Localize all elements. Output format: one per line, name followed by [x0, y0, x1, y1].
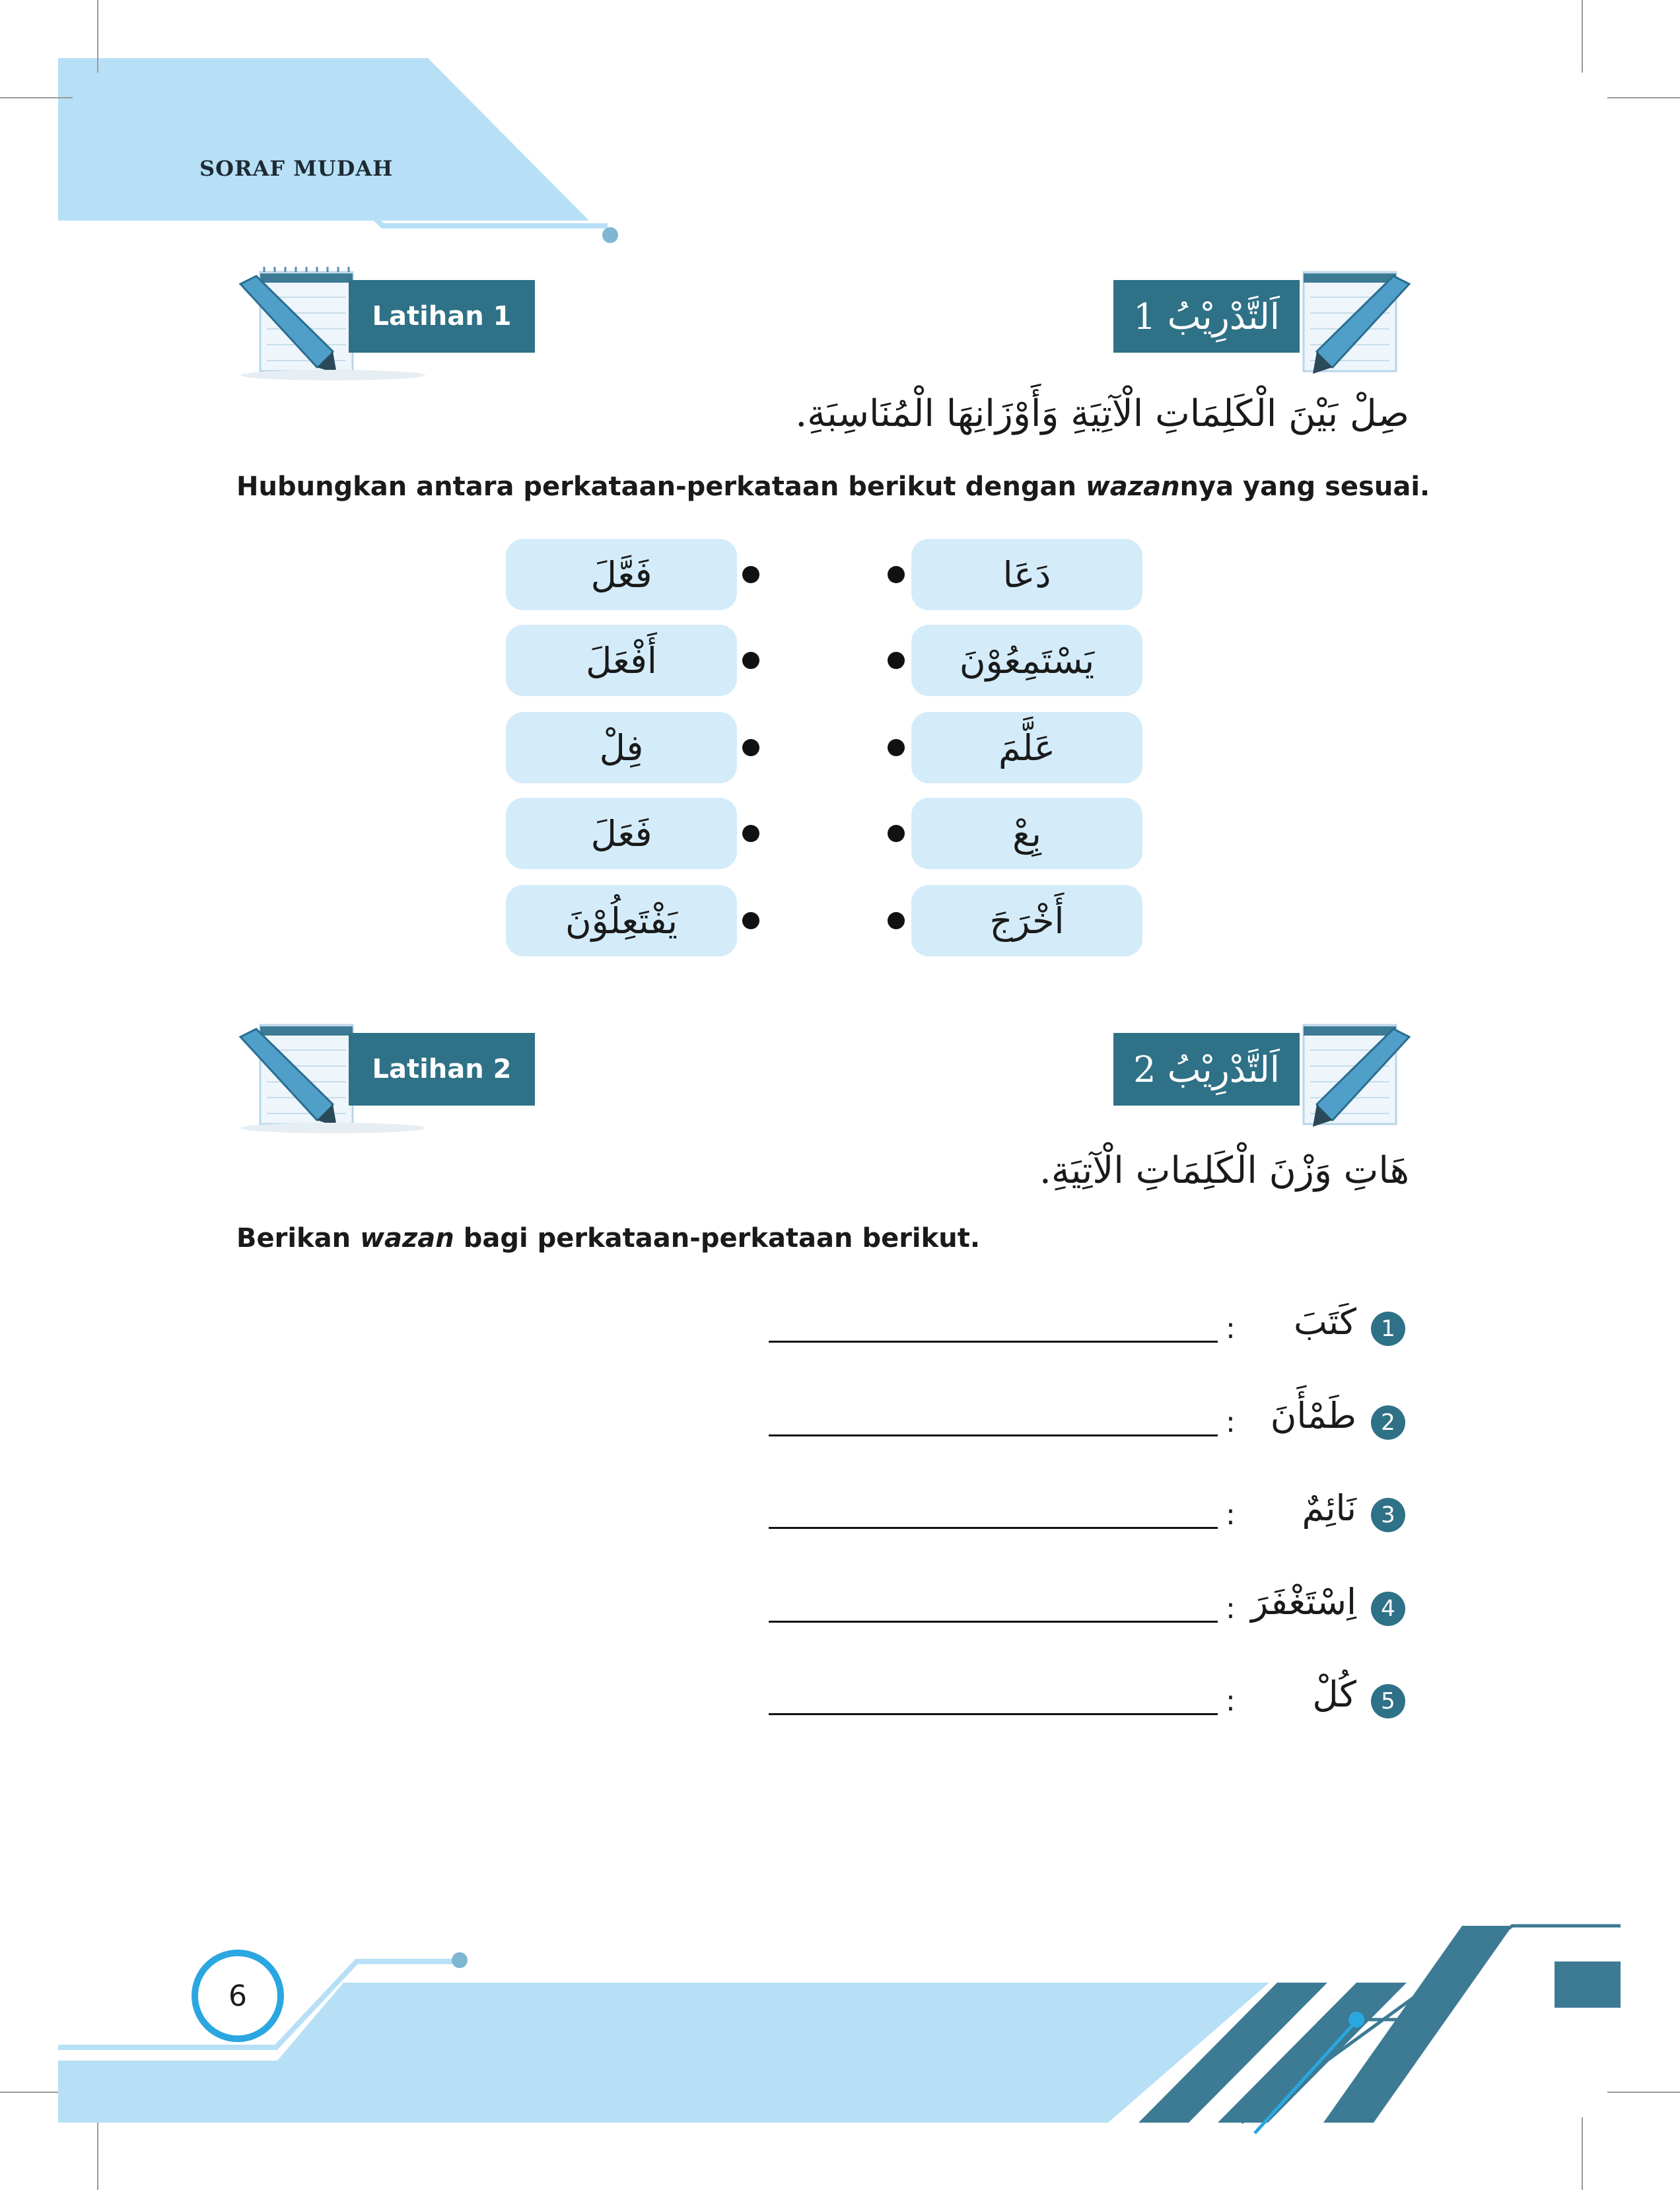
tadrib-2-label: اَلتَّدْرِيْبُ 2: [1113, 1033, 1300, 1106]
match-dot[interactable]: [742, 912, 759, 929]
wazan-option: فَعَلَ: [506, 798, 737, 869]
latihan-1-label: Latihan 1: [349, 280, 535, 353]
question-number: 3: [1371, 1498, 1405, 1532]
match-dot[interactable]: [888, 912, 905, 929]
answer-line[interactable]: [769, 1713, 1218, 1715]
latihan-2-label: Latihan 2: [349, 1033, 535, 1106]
match-dot[interactable]: [888, 652, 905, 669]
word-option: يَسْتَمِعُوْنَ: [911, 625, 1142, 696]
page-number: 6: [192, 1950, 284, 2042]
exercise1-instruction: Hubungkan antara perkataan-perkataan berikut dengan wazannya yang sesuai.: [236, 472, 1430, 502]
header-band: [58, 58, 589, 221]
question-colon: :: [1226, 1312, 1236, 1345]
answer-line[interactable]: [769, 1527, 1218, 1529]
wazan-option: فَعَّلَ: [506, 539, 737, 610]
match-dot[interactable]: [888, 739, 905, 756]
question-word: كُلْ: [1312, 1674, 1356, 1715]
footer-dot: [452, 1952, 468, 1968]
tadrib-1-label: اَلتَّدْرِيْبُ 1: [1113, 280, 1300, 353]
answer-line[interactable]: [769, 1434, 1218, 1436]
book-title: SORAF MUDAH: [199, 156, 394, 181]
question-row: [0, 1301, 1680, 1360]
word-option: أَخْرَجَ: [911, 885, 1142, 956]
question-row: [0, 1395, 1680, 1454]
wazan-option: فِلْ: [506, 712, 737, 783]
question-number: 2: [1371, 1405, 1405, 1440]
question-number: 4: [1371, 1592, 1405, 1626]
question-colon: :: [1226, 1592, 1236, 1625]
question-row: [0, 1674, 1680, 1733]
match-dot[interactable]: [742, 652, 759, 669]
question-word: كَتَبَ: [1293, 1301, 1356, 1343]
answer-line[interactable]: [769, 1341, 1218, 1343]
wazan-option: يَفْتَعِلُوْنَ: [506, 885, 737, 956]
exercise2-instruction-arabic: هَاتِ وَزْنَ الْكَلِمَاتِ الْآتِيَةِ.: [1039, 1149, 1409, 1192]
wazan-option: أَفْعَلَ: [506, 625, 737, 696]
exercise2-instruction: Berikan wazan bagi perkataan-perkataan berikut.: [236, 1223, 981, 1254]
match-dot[interactable]: [888, 825, 905, 842]
word-option: بِعْ: [911, 798, 1142, 869]
match-dot[interactable]: [742, 739, 759, 756]
match-dot[interactable]: [742, 566, 759, 583]
notepad-pen-icon: [1297, 264, 1416, 383]
match-dot[interactable]: [742, 825, 759, 842]
question-colon: :: [1226, 1684, 1236, 1718]
question-number: 1: [1371, 1312, 1405, 1346]
question-word: اِسْتَغْفَرَ: [1251, 1581, 1356, 1623]
exercise1-instruction-arabic: صِلْ بَيْنَ الْكَلِمَاتِ الْآتِيَةِ وَأَوْزَانِهَا الْمُنَاسِبَةِ.: [795, 392, 1409, 435]
match-dot[interactable]: [888, 566, 905, 583]
header-dot: [602, 227, 618, 243]
question-row: [0, 1581, 1680, 1641]
answer-line[interactable]: [769, 1621, 1218, 1623]
word-option: عَلَّمَ: [911, 712, 1142, 783]
question-number: 5: [1371, 1684, 1405, 1718]
question-row: [0, 1487, 1680, 1547]
question-word: نَائِمٌ: [1302, 1487, 1356, 1529]
notepad-pen-icon: [1297, 1017, 1416, 1136]
question-colon: :: [1226, 1405, 1236, 1439]
word-option: دَعَا: [911, 539, 1142, 610]
question-word: طَمْأَنَ: [1270, 1395, 1356, 1436]
question-colon: :: [1226, 1498, 1236, 1532]
